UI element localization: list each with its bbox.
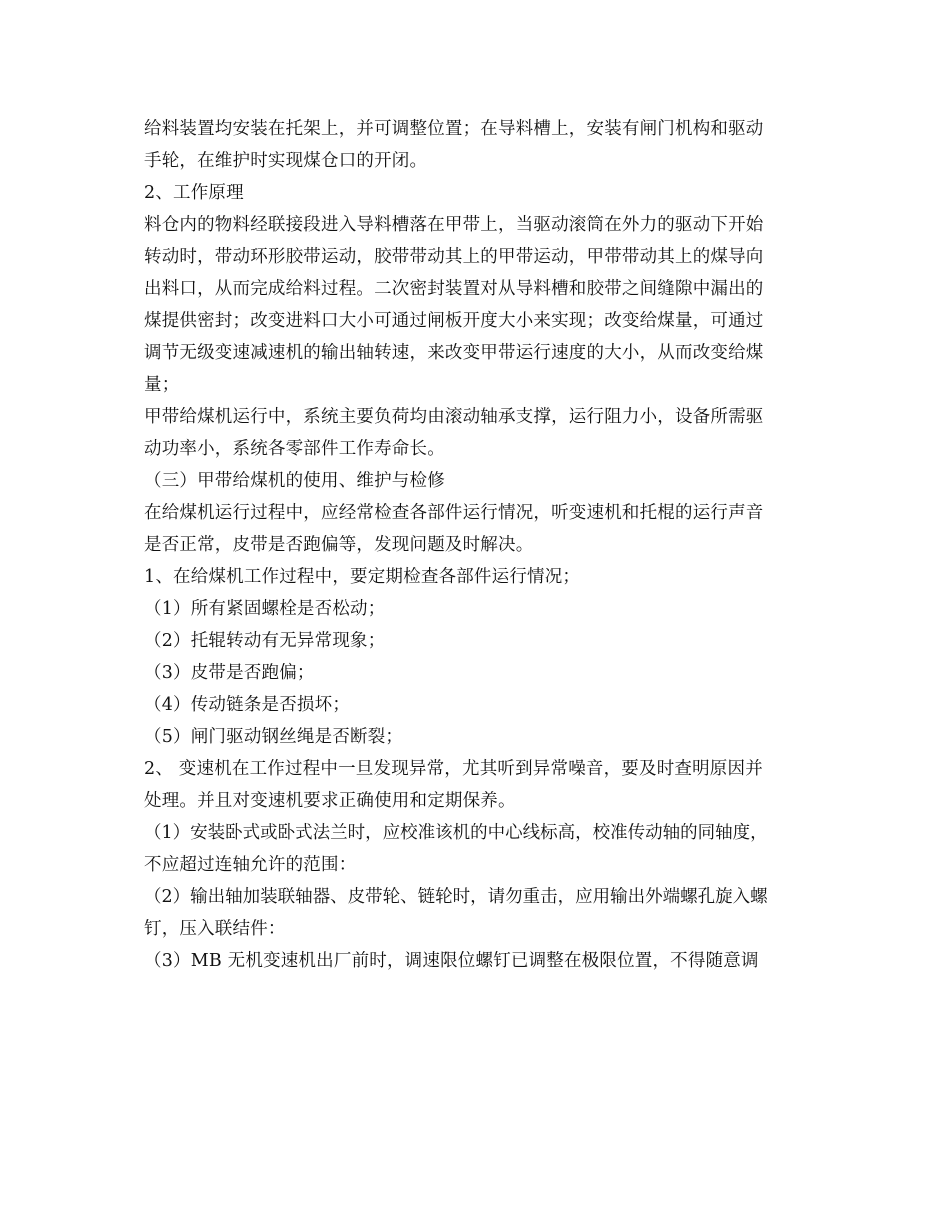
document-body (144, 113, 810, 977)
text-line: 动功率小，系统各零部件工作寿命长。 (144, 439, 445, 459)
list-item: （1）安装卧式或卧式法兰时，应校准该机的中心线标高，校准传动轴的同轴度， (144, 823, 768, 843)
text-line: 煤提供密封；改变进料口大小可通过闸板开度大小来实现；改变给煤量，可通过 (144, 311, 764, 331)
list-item: （1）所有紧固螺栓是否松动； (144, 599, 386, 619)
list-heading: 1、在给煤机工作过程中，要定期检查各部件运行情况； (144, 567, 581, 587)
list-item: （5）闸门驱动钢丝绳是否断裂； (144, 727, 404, 747)
list-item: （2）托辊转动有无异常现象； (144, 631, 386, 651)
list-item: （2）输出轴加装联轴器、皮带轮、链轮时，请勿重击，应用输出外端螺孔旋入螺 (144, 887, 768, 907)
list-heading: 2、 变速机在工作过程中一旦发现异常，尤其听到异常噪音，要及时查明原因并 (144, 759, 763, 779)
text-line: 手轮，在维护时实现煤仓口的开闭。 (144, 151, 428, 171)
section-heading: （三）甲带给煤机的使用、维护与检修 (144, 471, 445, 491)
list-item: （4）传动链条是否损坏； (144, 695, 351, 715)
text-line: 出料口，从而完成给料过程。二次密封装置对从导料槽和胶带之间缝隙中漏出的 (144, 279, 764, 299)
text-line: 转动时，带动环形胶带运动，胶带带动其上的甲带运动，甲带带动其上的煤导向 (144, 247, 764, 267)
text-line: 量； (144, 375, 180, 395)
list-item-continuation: 不应超过连轴允许的范围： (144, 855, 357, 875)
text-line: 调节无级变速减速机的输出轴转速，来改变甲带运行速度的大小，从而改变给煤 (144, 343, 764, 363)
text-line: 是否正常，皮带是否跑偏等，发现问题及时解决。 (144, 535, 534, 555)
text-line: 给料装置均安装在托架上，并可调整位置；在导料槽上，安装有闸门机构和驱动 (144, 119, 764, 139)
section-heading: 2、工作原理 (144, 183, 244, 203)
text-line: 料仓内的物料经联接段进入导料槽落在甲带上，当驱动滚筒在外力的驱动下开始 (144, 215, 764, 235)
list-item: （3）MB 无机变速机出厂前时，调速限位螺钉已调整在极限位置，不得随意调 (144, 951, 759, 971)
text-line: 在给煤机运行过程中，应经常检查各部件运行情况，听变速机和托棍的运行声音 (144, 503, 764, 523)
text-line: 处理。并且对变速机要求正确使用和定期保养。 (144, 791, 516, 811)
list-item-continuation: 钉，压入联结件： (144, 919, 286, 939)
list-item: （3）皮带是否跑偏； (144, 663, 315, 683)
text-line: 甲带给煤机运行中，系统主要负荷均由滚动轴承支撑，运行阻力小，设备所需驱 (144, 407, 764, 427)
